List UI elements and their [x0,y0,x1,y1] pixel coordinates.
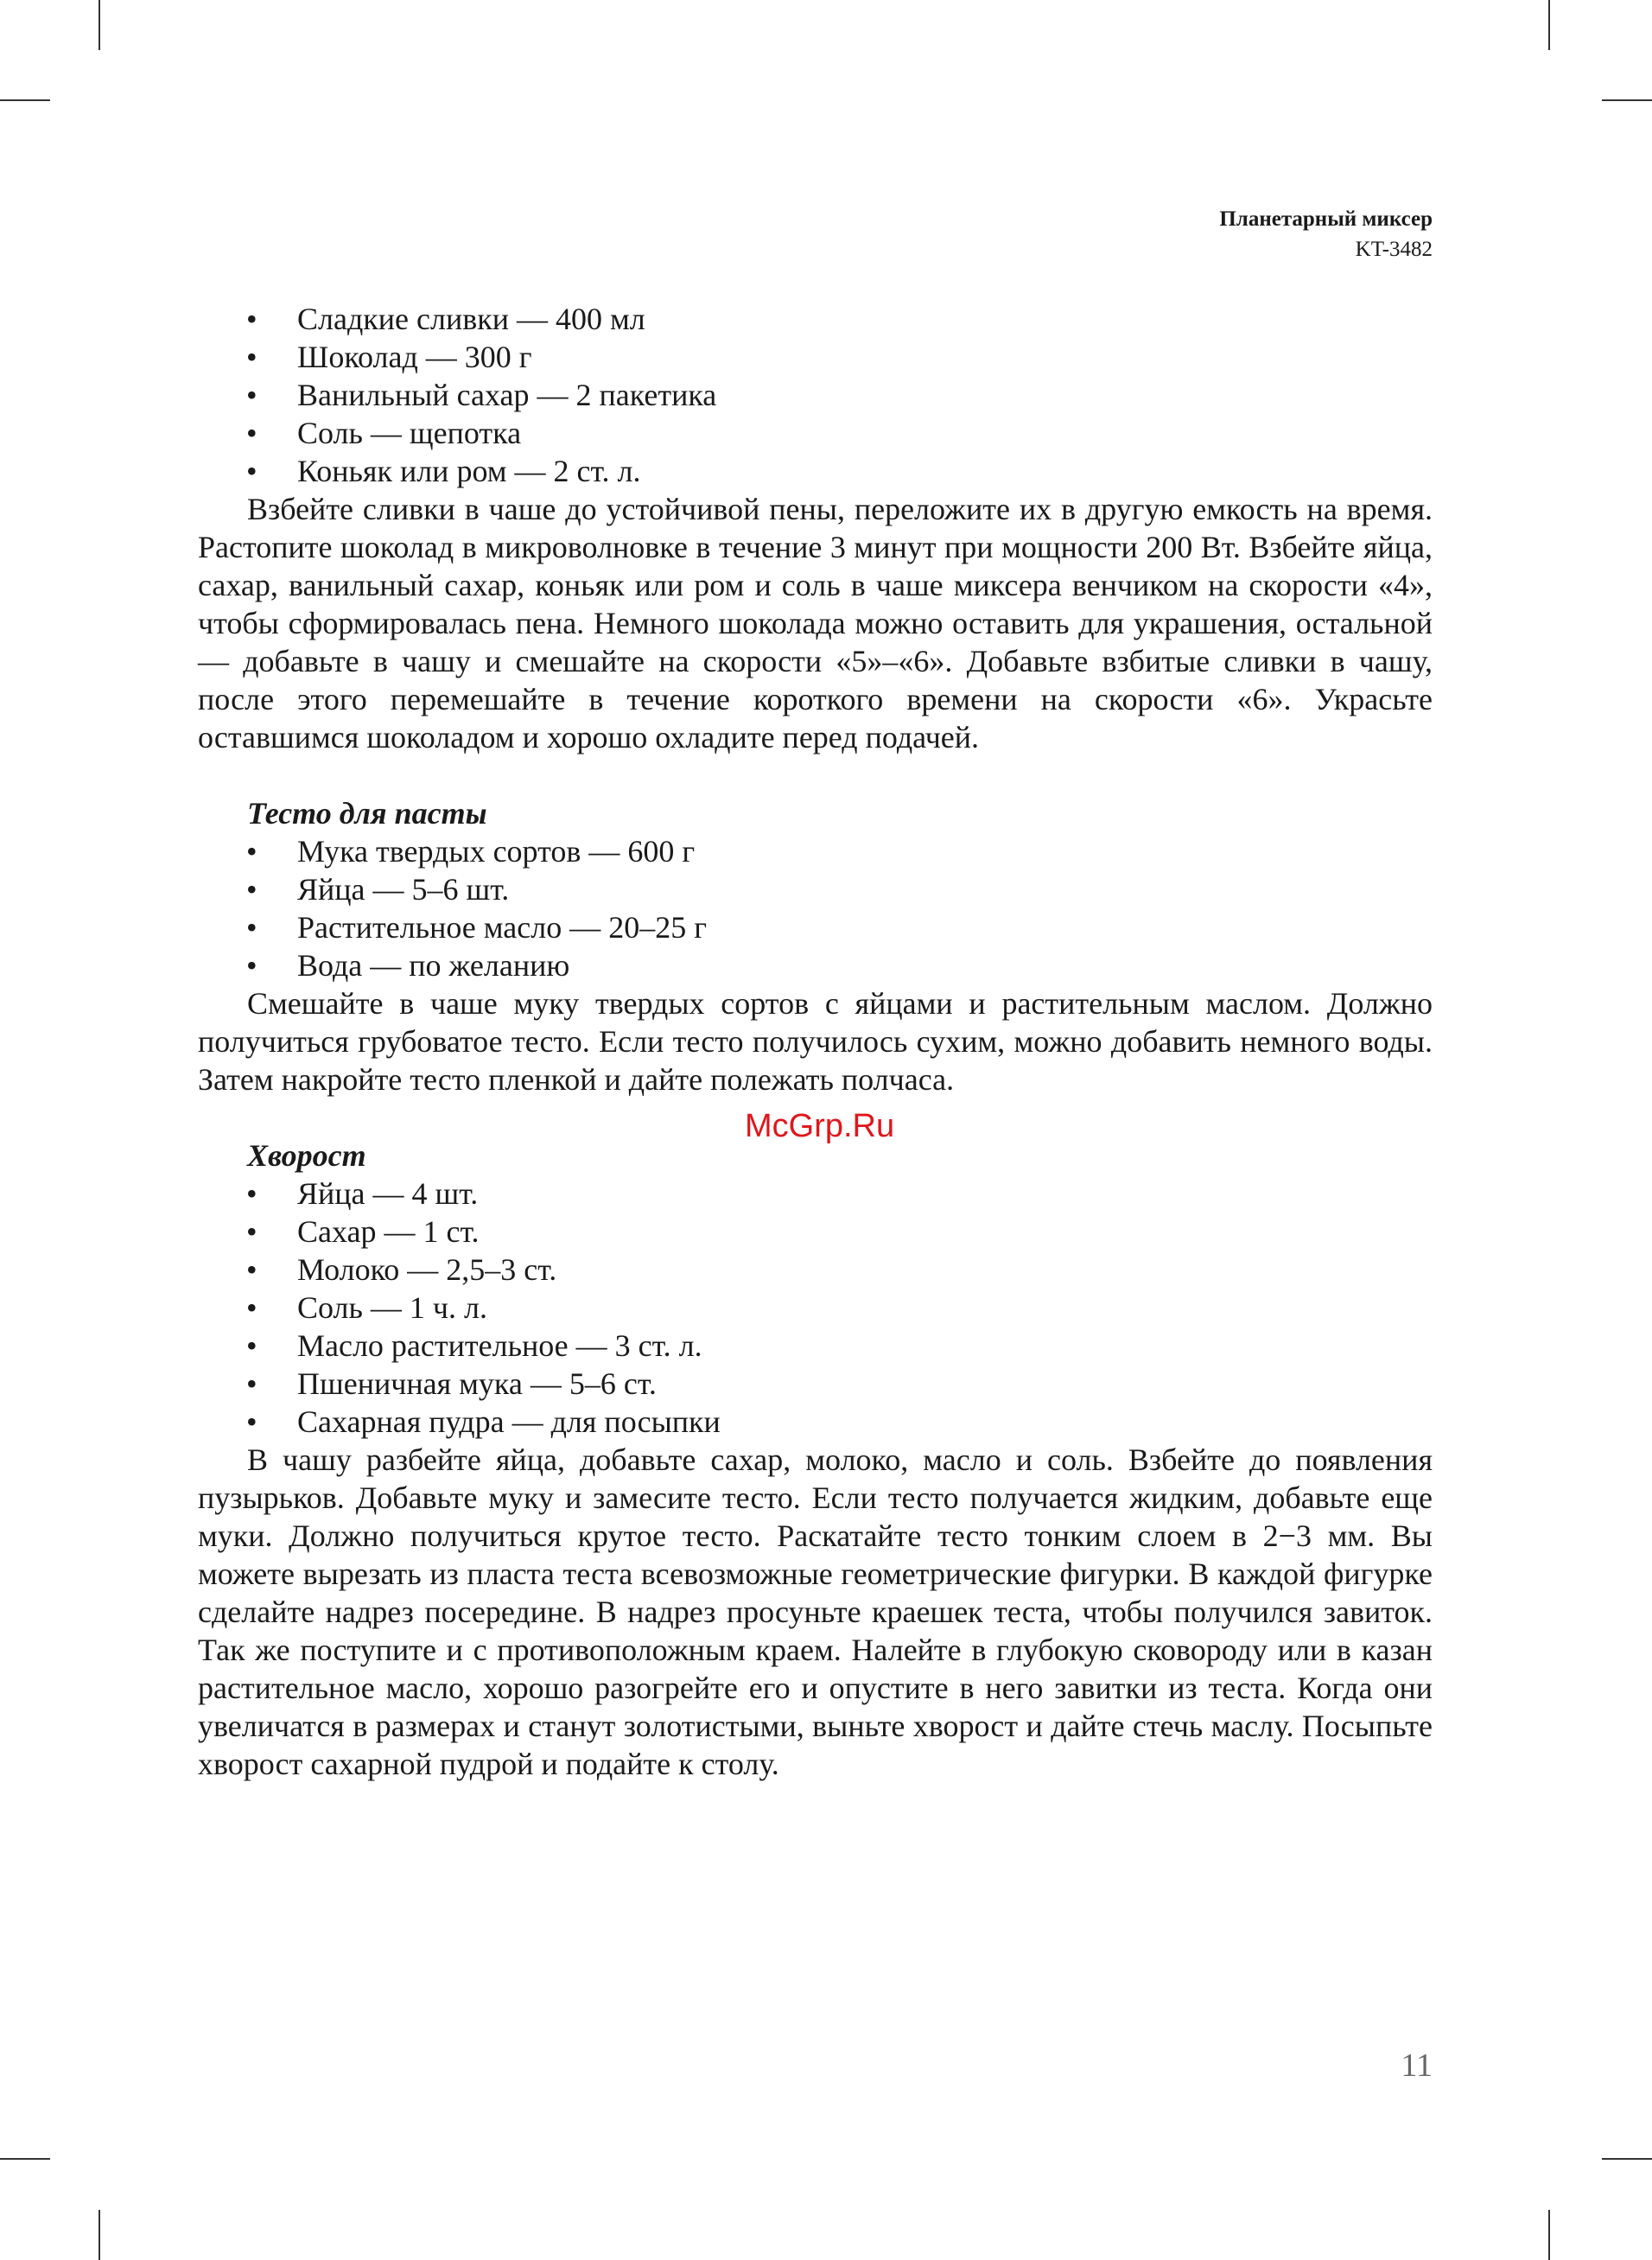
list-item: • Вода — по желанию [246,948,570,983]
list-item: • Сахар — 1 ст. [246,1214,480,1249]
list-item: • Соль — щепотка [246,416,522,450]
section-title-pasta-dough: Тесто для пасты [247,796,487,831]
list-item: • Молоко — 2,5–3 ст. [246,1252,557,1287]
list-item: • Соль — 1 ч. л. [246,1290,487,1325]
list-item: • Яйца — 4 шт. [246,1176,479,1211]
ingredient-list-pasta-dough [198,832,1433,984]
bullet: • [246,416,257,450]
bullet: • [246,1328,257,1363]
bullet: • [246,340,257,374]
bullet: • [246,1404,257,1439]
list-item: • Яйца — 5–6 шт. [246,872,510,907]
list-item: • Шоколад — 300 г [246,340,532,374]
bullet: • [246,1176,257,1211]
bullet: • [246,910,257,945]
page-number: 11 [1401,2047,1433,2084]
bullet: • [246,834,257,869]
bullet: • [246,1366,257,1401]
list-item: • Сладкие сливки — 400 мл [246,302,645,336]
list-item: • Сахарная пудра — для посыпки [246,1404,721,1439]
page-content [198,300,1433,1783]
ingredient-list-khvorost [198,1175,1433,1441]
product-name: Планетарный миксер [1219,207,1433,231]
ingredient-list-dessert [198,300,1433,490]
bullet: • [246,1214,257,1249]
section-title-khvorost: Хворост [247,1138,366,1173]
crop-mark-top-right [1548,0,1550,50]
watermark: McGrp.Ru [745,1108,895,1144]
list-item: • Пшеничная мука — 5–6 ст. [246,1366,657,1401]
crop-mark-top-left [98,0,100,50]
bullet: • [246,948,257,983]
list-item: • Мука твердых сортов — 600 г [246,834,696,869]
list-item: • Растительное масло — 20–25 г [246,910,707,945]
bullet: • [246,872,257,907]
list-item: • Коньяк или ром — 2 ст. л. [246,454,641,488]
crop-mark-bottom-right [1548,2210,1550,2260]
crop-mark-right-bottom [1602,2158,1652,2160]
crop-mark-left-bottom [0,2158,50,2160]
crop-mark-bottom-left [98,2210,100,2260]
bullet: • [246,378,257,412]
page-header [1219,204,1433,264]
instructions-khvorost: В чашу разбейте яйца, добавьте сахар, молоко, масло и соль. Взбейте до появления пузырьков. Добавьте муку и замесите тесто. Если тесто получается жидким, добавьте еще муки. Должно получиться крутое тесто. Раскатайте тесто тонким слоем в 2−3 мм. Вы можете вырезать из пласта теста всевозможные геометрические фигурки. В каждой фигурке сделайте надрез посередине. В надрез просуньте краешек теста, чтобы получился завиток. Так же поступите и с противоположным краем. Налейте в глубокую сковороду или в казан растительное масло, хорошо разогрейте его и опустите в него завитки из теста. Когда они увеличатся в размерах и станут золотистыми, выньте хворост и дайте стечь маслу. Посыпьте хворост сахарной пудрой и подайте к столу. [198,1442,1433,1781]
crop-mark-right-top [1602,99,1652,101]
list-item: • Ванильный сахар — 2 пакетика [246,378,717,412]
bullet: • [246,454,257,488]
model-number: KT-3482 [1355,238,1433,261]
instructions-pasta-dough: Смешайте в чаше муку твердых сортов с яйцами и растительным маслом. Должно получиться грубоватое тесто. Если тесто получилось сухим, можно добавить немного воды. Затем накройте тесто пленкой и дайте полежать полчаса. [198,986,1433,1097]
bullet: • [246,1290,257,1325]
bullet: • [246,302,257,336]
instructions-dessert: Взбейте сливки в чаше до устойчивой пены, переложите их в другую емкость на время. Растопите шоколад в микроволновке в течение 3 минут при мощности 200 Вт. Взбейте яйца, сахар, ванильный сахар, коньяк или ром и соль в чаше миксера венчиком на скорости «4», чтобы сформировалась пена. Немного шоколада можно оставить для украшения, остальной — добавьте в чашу и смешайте на скорости «5»–«6». Добавьте взбитые сливки в чашу, после этого перемешайте в течение короткого времени на скорости «6». Украсьте оставшимся шоколадом и хорошо охладите перед подачей. [198,492,1433,754]
list-item: • Масло растительное — 3 ст. л. [246,1328,702,1363]
crop-mark-left-top [0,99,50,101]
bullet: • [246,1252,257,1287]
